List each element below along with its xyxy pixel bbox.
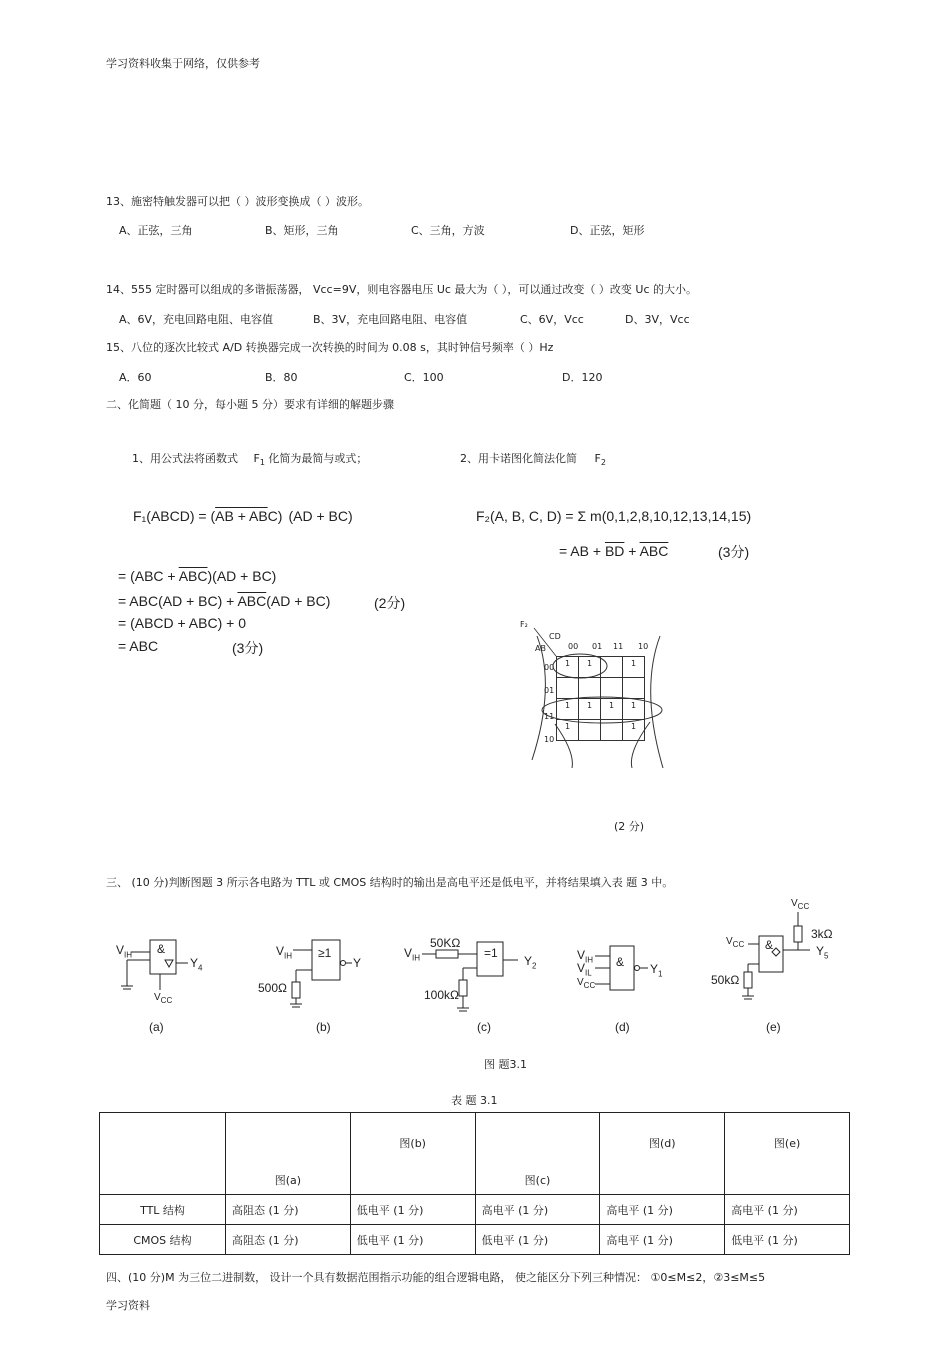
kmap-cell: 1	[623, 657, 645, 678]
kmap-row-00: 00	[544, 663, 555, 672]
q13-option-b: B、矩形，三角	[265, 224, 339, 237]
kmap-wrap-right-loop	[651, 636, 663, 768]
table-cell: 低电平 (1 分)	[350, 1195, 475, 1225]
circuit-e-res1: 3kΩ	[811, 927, 833, 941]
kmap-cell: 1	[557, 699, 579, 720]
circuit-d-label: (d)	[615, 1020, 630, 1034]
kmap-ab-label: AB	[535, 644, 546, 653]
circuit-e	[742, 912, 810, 999]
kmap-cd-label: CD	[549, 632, 561, 641]
kmap-col-01: 01	[592, 642, 603, 651]
step1-c: )(AD + BC)	[207, 568, 277, 584]
subproblem-1-text-b: 化简为最简与或式；	[268, 452, 368, 465]
f1-lhs: F₁(ABCD) = (	[133, 508, 216, 524]
circuit-a-vcc: $V_{CC}$	[154, 992, 173, 1005]
q15-option-b: B．80	[265, 371, 298, 384]
kmap-col-10: 10	[638, 642, 649, 651]
kmap-cell: 1	[623, 720, 645, 741]
kmap-cell: 1	[601, 699, 623, 720]
f1-c-term: C)	[267, 508, 283, 524]
circuit-d-in1: $V_{IH}$	[577, 948, 594, 965]
circuit-c-vin: $V_{IH}$	[404, 946, 421, 963]
subproblem-2-func: $F_2$	[594, 452, 606, 468]
figure-caption: 图 题3.1	[484, 1058, 527, 1071]
q14-option-c: C、6V，Vcc	[520, 313, 584, 326]
circuit-e-vcc-top: $V_{CC}$	[791, 898, 810, 911]
kmap-corner-arc-left	[555, 724, 572, 768]
kmap-cell: 1	[557, 657, 579, 678]
circuit-e-res2: 50kΩ	[711, 973, 740, 987]
table-row	[100, 1225, 850, 1255]
circuit-e-vcc-in: $V_{CC}$	[726, 936, 745, 949]
q13-option-a: A、正弦，三角	[119, 224, 193, 237]
question-15: 15、八位的逐次比较式 A/D 转换器完成一次转换的时间为 0.08 s，其时钟信号频率（ ）Hz	[106, 341, 554, 354]
circuit-d-in3: $V_{CC}$	[577, 977, 596, 990]
circuit-b-res: 500Ω	[258, 981, 287, 995]
circuit-c-gate: =1	[484, 946, 498, 960]
step2-overline: $\overline{ABC}$	[237, 593, 267, 609]
f1-step-3: = (ABCD + ABC) + 0	[118, 615, 246, 631]
q15-option-a: A．60	[119, 371, 152, 384]
kmap-cell: 1	[579, 657, 601, 678]
subproblem-1-text: 1、用公式法将函数式	[132, 452, 238, 465]
table-header-cell: 图(a)	[226, 1113, 351, 1195]
table-cell: 高阻态 (1 分)	[226, 1225, 351, 1255]
kmap-row-10: 10	[544, 735, 555, 744]
kmap-label: F₂	[520, 620, 528, 629]
circuit-d-gate: &	[616, 955, 625, 969]
table-cell: CMOS 结构	[100, 1225, 226, 1255]
circuit-c-res2: 100kΩ	[424, 988, 459, 1002]
step2-score: (2分)	[374, 595, 406, 611]
table-header-cell: 图(d)	[600, 1113, 725, 1195]
section-4-text: 四、(10 分)M 为三位二进制数， 设计一个具有数据范围指示功能的组合逻辑电路， 使之能区分下列三种情况： ①0≤M≤2，②3≤M≤5	[106, 1271, 766, 1284]
question-14: 14、555 定时器可以组成的多谐振荡器， Vcc=9V，则电容器电压 Uc 最大为（ ），可以通过改变（ ）改变 Uc 的大小。	[106, 283, 698, 296]
question-13: 13、施密特触发器可以把（ ）波形变换成（ ）波形。	[106, 195, 369, 208]
subproblem-1-func: $F_1$	[253, 452, 265, 468]
kmap-col-00: 00	[568, 642, 579, 651]
f1-rest: (AD + BC)	[288, 508, 353, 524]
kmap-corner-arc-right	[631, 722, 650, 768]
circuit-d-in2: $V_{IL}$	[577, 961, 592, 978]
f1-step-4: = ABC	[118, 638, 159, 654]
page-header: 学习资料收集于网络，仅供参考	[106, 57, 260, 70]
table-cell: 高电平 (1 分)	[600, 1195, 725, 1225]
table-row	[100, 1195, 850, 1225]
section-3-title: 三、 (10 分)判断图题 3 所示各电路为 TTL 或 CMOS 结构时的输出是高电平还是低电平，并将结果填入表 题 3 中。	[106, 876, 674, 889]
q13-option-d: D、正弦，矩形	[570, 224, 645, 237]
table-caption: 表 题 3.1	[451, 1094, 498, 1107]
circuit-d-out: $Y_1$	[650, 962, 663, 979]
circuit-e-gate: &	[765, 938, 774, 952]
kmap-row-11: 11	[544, 712, 555, 721]
q14-option-b: B、3V，充电回路电阻、电容值	[313, 313, 468, 326]
table-header-row	[100, 1113, 850, 1195]
q14-option-d: D、3V，Vcc	[625, 313, 690, 326]
q14-option-a: A、6V，充电回路电阻、电容值	[119, 313, 274, 326]
circuit-a-out: $Y_4$	[190, 956, 203, 973]
q15-option-d: D．120	[562, 371, 603, 384]
circuit-b-out: Y	[353, 956, 362, 970]
table-header-cell	[100, 1113, 226, 1195]
circuit-a-vin: $V_{IH}$	[116, 943, 133, 960]
table-cell: 低电平 (1 分)	[350, 1225, 475, 1255]
table-cell: 高阻态 (1 分)	[226, 1195, 351, 1225]
q13-option-c: C、三角，方波	[411, 224, 485, 237]
subproblem-2-text: 2、用卡诺图化简法化简	[460, 452, 577, 465]
f2-definition: F₂(A, B, C, D) = Σ m(0,1,2,8,10,12,13,14,15)	[476, 508, 752, 524]
kmap-score: (2 分)	[614, 820, 645, 833]
circuit-c-label: (c)	[477, 1020, 491, 1034]
circuit-c-res1: 50KΩ	[430, 936, 461, 950]
kmap-cell: 1	[623, 699, 645, 720]
circuit-b-gate: ≥1	[318, 946, 332, 960]
circuit-b-vin: $V_{IH}$	[276, 944, 293, 961]
section-2-title: 二、化简题（ 10 分，每小题 5 分）要求有详细的解题步骤	[106, 398, 394, 411]
results-table	[99, 1112, 850, 1255]
circuit-e-label: (e)	[766, 1020, 781, 1034]
kmap-cell: 1	[579, 699, 601, 720]
table-cell: 低电平 (1 分)	[475, 1225, 600, 1255]
kmap-col-11: 11	[613, 642, 624, 651]
kmap-row-01: 01	[544, 686, 555, 695]
table-cell: 高电平 (1 分)	[725, 1195, 850, 1225]
f1-ab-terms: AB + AB	[215, 508, 268, 524]
kmap-corner-line	[534, 628, 556, 656]
page-footer: 学习资料	[106, 1299, 150, 1312]
step1-overline: $\overline{ABC}$	[178, 568, 208, 584]
q15-option-c: C．100	[404, 371, 444, 384]
table-cell: 低电平 (1 分)	[725, 1225, 850, 1255]
step4-score: (3分)	[232, 640, 264, 656]
step2-c: (AD + BC)	[266, 593, 331, 609]
circuit-e-out: $Y_5$	[816, 944, 829, 961]
table-cell: TTL 结构	[100, 1195, 226, 1225]
step2-a: = ABC(AD + BC) +	[118, 593, 238, 609]
kmap-group-ab-row-loop	[542, 697, 662, 723]
f2-res-a: = AB +	[559, 543, 605, 559]
table-cell: 高电平 (1 分)	[475, 1195, 600, 1225]
circuit-a-gate: &	[157, 942, 166, 956]
f2-res-abc: $\overline{ABC}$	[639, 543, 669, 559]
f2-score: (3分)	[718, 544, 750, 560]
kmap-cell: 1	[557, 720, 579, 741]
table-header-cell: 图(c)	[475, 1113, 600, 1195]
table-header-cell: 图(b)	[350, 1113, 475, 1195]
circuit-c-out: $Y_2$	[524, 954, 537, 971]
f2-res-plus: +	[624, 543, 640, 559]
f2-res-bd: $\overline{BD}$	[604, 543, 625, 559]
kmap-group-ab-loop	[553, 654, 607, 678]
table-cell: 高电平 (1 分)	[600, 1225, 725, 1255]
circuit-a-label: (a)	[149, 1020, 164, 1034]
table-header-cell: 图(e)	[725, 1113, 850, 1195]
kmap-wrap-left-loop	[532, 636, 545, 760]
step1-a: = (ABC +	[118, 568, 179, 584]
circuit-b-label: (b)	[316, 1020, 331, 1034]
